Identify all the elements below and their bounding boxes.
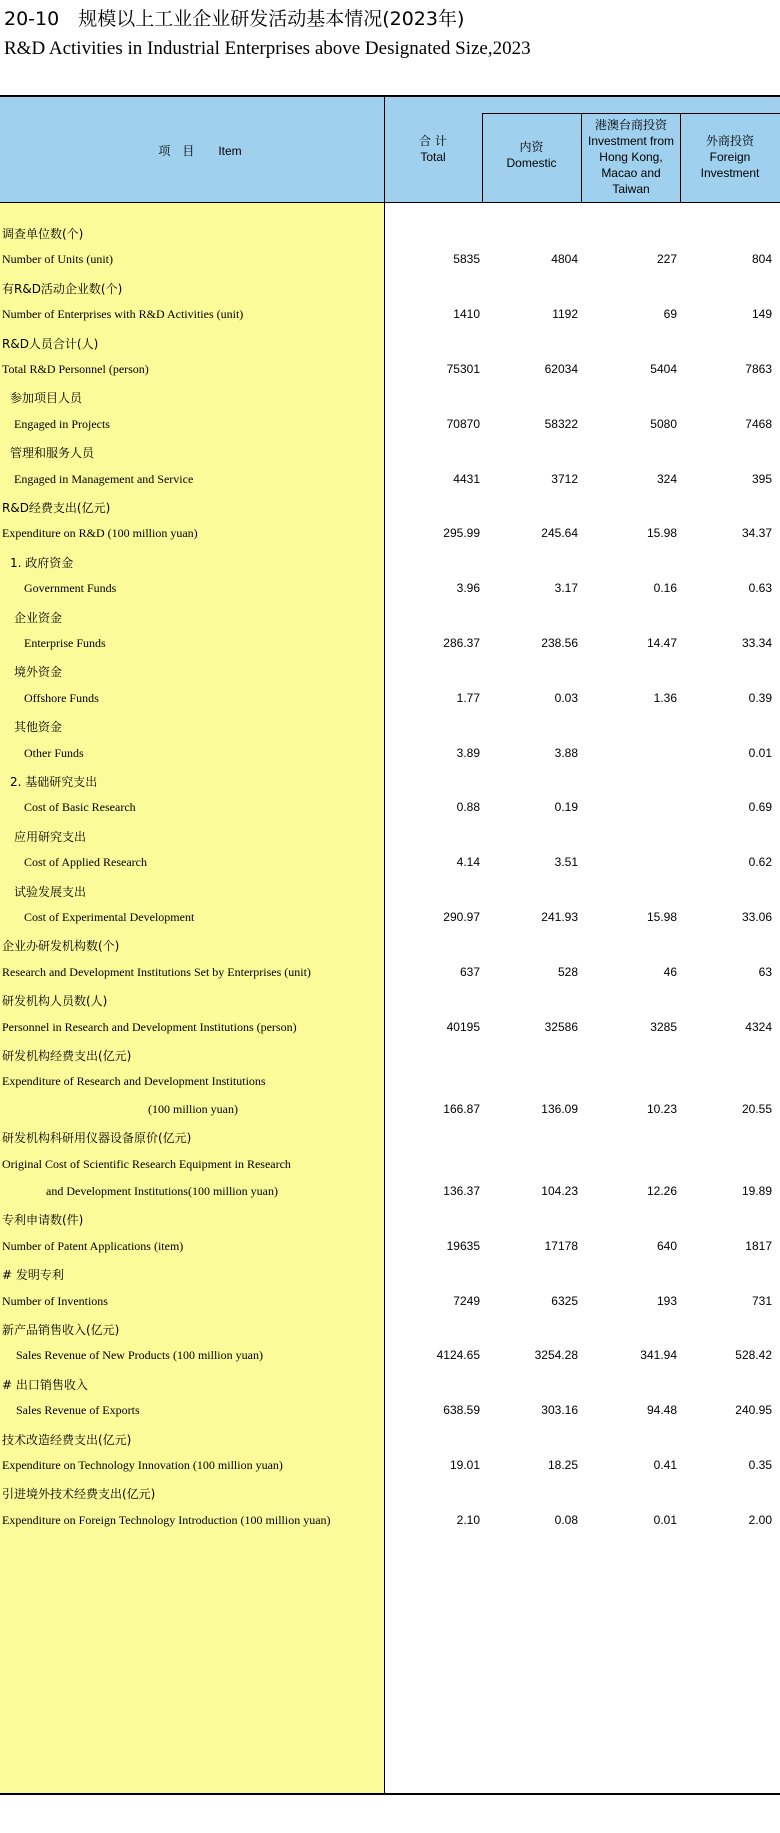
row-label-english: Number of Patent Applications (item): [2, 1238, 184, 1253]
row-value: 3.89: [456, 745, 480, 760]
row-label-english: Total R&D Personnel (person): [2, 362, 149, 376]
row-label-chinese: R&D人员合计(人): [2, 336, 99, 351]
row-value: 136.37: [443, 1184, 480, 1198]
row-label-chinese: 其他资金: [14, 720, 63, 735]
row-value: 1.36: [653, 690, 677, 705]
row-value: 804: [751, 252, 772, 267]
row-value: 7249: [453, 1293, 480, 1308]
row-value: 241.93: [541, 910, 578, 924]
row-value: 0.16: [653, 581, 677, 596]
row-value: 1192: [552, 307, 578, 322]
row-value: 0.01: [748, 745, 772, 760]
row-value: 12.26: [646, 1184, 677, 1198]
row-value: 136.09: [541, 1101, 578, 1116]
row-label-chinese: 研发机构人员数(人): [2, 994, 108, 1009]
row-value: 4.14: [456, 855, 480, 870]
row-label-english: Engaged in Projects: [14, 416, 110, 431]
row-value: 0.69: [748, 800, 772, 815]
row-value: 637: [459, 964, 480, 979]
row-label-english: Offshore Funds: [24, 690, 99, 705]
row-value: 166.87: [443, 1101, 480, 1116]
row-value: 640: [656, 1238, 677, 1253]
header-item: 项 目 Item: [158, 144, 242, 158]
row-value: 14.47: [646, 636, 677, 650]
row-label-chinese: R&D经费支出(亿元): [2, 501, 111, 515]
row-value: 0.19: [554, 800, 578, 815]
row-value: 17178: [544, 1238, 578, 1253]
row-value: 3.17: [554, 581, 578, 596]
row-label-english: Cost of Applied Research: [24, 855, 147, 870]
row-label-chinese: 调查单位数(个): [2, 227, 84, 241]
row-label-chinese: 1. 政府资金: [10, 555, 74, 570]
row-value: 4431: [453, 471, 480, 486]
table-title-chinese: 20-10 规模以上工业企业研发活动基本情况(2023年): [4, 8, 465, 30]
row-value: 1.77: [456, 690, 480, 705]
row-value: 34.37: [741, 526, 772, 541]
row-value: 40195: [446, 1019, 480, 1034]
row-value: 15.98: [646, 526, 677, 541]
row-value: 238.56: [541, 636, 578, 650]
row-value: 15.98: [646, 910, 677, 924]
header-hkmt: 港澳台商投资 Investment from Hong Kong, Macao and Taiwan: [587, 118, 675, 196]
row-value: 4324: [745, 1019, 772, 1034]
header-total: 合 计 Total: [419, 134, 447, 164]
row-value: 20.55: [741, 1101, 772, 1116]
row-label-english: Expenditure on R&D (100 million yuan): [2, 526, 198, 541]
row-value: 70870: [446, 416, 480, 431]
row-value: 227: [656, 252, 677, 267]
row-value: 0.08: [554, 1512, 578, 1527]
row-label-chinese: 专利申请数(件): [2, 1213, 84, 1228]
table-title-english: R&D Activities in Industrial Enterprises above Designated Size,2023: [4, 38, 531, 59]
row-value: 10.23: [646, 1101, 677, 1116]
row-value: 0.35: [748, 1458, 772, 1472]
row-value: 0.03: [554, 690, 578, 705]
row-value: 4804: [551, 252, 578, 267]
row-value: 33.34: [741, 636, 772, 650]
row-value: 58322: [544, 416, 578, 431]
row-value: 63: [758, 964, 772, 979]
row-label-chinese: 境外资金: [14, 665, 63, 680]
row-value: 33.06: [741, 910, 772, 924]
row-value: 19635: [446, 1238, 480, 1253]
row-label-english-continued: and Development Institutions(100 million yuan): [46, 1184, 278, 1198]
row-value: 290.97: [443, 910, 480, 924]
row-value: 19.89: [741, 1184, 772, 1198]
column-divider: [581, 113, 582, 203]
row-value: 395: [751, 471, 772, 486]
row-value: 0.41: [653, 1458, 677, 1472]
row-value: 5404: [650, 362, 677, 376]
row-value: 245.64: [541, 526, 578, 541]
row-label-english: Expenditure on Technology Innovation (100 million yuan): [2, 1458, 283, 1472]
row-value: 0.01: [653, 1512, 677, 1527]
header-foreign: 外商投资 Foreign Investment: [700, 134, 760, 180]
row-value: 1410: [453, 307, 480, 322]
row-label-chinese: 有R&D活动企业数(个): [2, 281, 123, 296]
row-value: 149: [751, 307, 772, 322]
row-value: 94.48: [646, 1403, 677, 1418]
row-label-english-continued: (100 million yuan): [148, 1101, 238, 1116]
row-value: 3712: [551, 471, 578, 486]
row-label-english: Number of Enterprises with R&D Activities (unit): [2, 307, 244, 322]
row-value: 2.10: [456, 1512, 480, 1527]
row-label-chinese: 企业办研发机构数(个): [2, 939, 120, 954]
row-value: 46: [663, 964, 677, 979]
row-value: 104.23: [541, 1184, 578, 1198]
row-value: 3.88: [554, 745, 578, 760]
row-label-english: Cost of Basic Research: [24, 800, 136, 815]
row-label-chinese: 研发机构经费支出(亿元): [2, 1049, 132, 1063]
row-value: 3254.28: [534, 1348, 578, 1363]
row-value: 295.99: [443, 526, 480, 541]
column-divider: [680, 113, 681, 203]
row-label-english: Government Funds: [24, 581, 117, 596]
row-label-english: Original Cost of Scientific Research Equipment in Research: [2, 1156, 291, 1171]
row-label-chinese: 参加项目人员: [10, 391, 83, 406]
row-value: 6325: [551, 1293, 578, 1308]
row-label-chinese: # 出口销售收入: [2, 1377, 88, 1392]
row-label-english: Number of Units (unit): [2, 252, 113, 267]
row-value: 2.00: [748, 1512, 772, 1527]
row-value: 324: [656, 471, 677, 486]
row-label-english: Number of Inventions: [2, 1293, 108, 1308]
row-value: 62034: [544, 362, 578, 376]
row-value: 240.95: [735, 1403, 772, 1418]
row-label-chinese: # 发明专利: [2, 1268, 64, 1283]
row-value: 19.01: [449, 1458, 480, 1472]
data-table: [0, 95, 780, 1795]
row-label-english: Personnel in Research and Development Institutions (person): [2, 1019, 297, 1034]
subheader-rule: [482, 113, 780, 114]
header-domestic: 内资 Domestic: [506, 140, 557, 170]
row-label-chinese: 新产品销售收入(亿元): [2, 1323, 120, 1337]
row-value: 341.94: [640, 1348, 677, 1363]
row-value: 528.42: [735, 1348, 772, 1363]
row-value: 75301: [446, 362, 480, 376]
row-value: 0.62: [748, 855, 772, 870]
row-label-english: Engaged in Management and Service: [14, 471, 194, 486]
row-label-chinese: 应用研究支出: [14, 829, 87, 844]
row-value: 0.88: [456, 800, 480, 815]
row-value: 1817: [745, 1238, 772, 1253]
row-value: 3.51: [554, 855, 578, 870]
row-value: 0.39: [748, 690, 772, 705]
column-divider: [384, 95, 385, 1795]
row-label-english: Enterprise Funds: [24, 636, 106, 650]
row-value: 7468: [745, 416, 772, 431]
row-value: 5080: [650, 416, 677, 431]
table-bottom-rule: [0, 1793, 780, 1795]
row-value: 5835: [453, 252, 480, 267]
row-value: 0.63: [748, 581, 772, 596]
row-label-english: Sales Revenue of Exports: [16, 1403, 140, 1418]
row-label-english: Research and Development Institutions Set by Enterprises (unit): [2, 964, 311, 979]
row-label-chinese: 2. 基础研究支出: [10, 775, 98, 789]
row-label-chinese: 试验发展支出: [14, 884, 87, 899]
row-value: 193: [656, 1293, 677, 1308]
row-value: 4124.65: [436, 1348, 480, 1363]
row-label-chinese: 技术改造经费支出(亿元): [2, 1432, 132, 1447]
row-value: 528: [557, 964, 578, 979]
row-label-english: Expenditure on Foreign Technology Introduction (100 million yuan): [2, 1512, 331, 1527]
row-label-chinese: 管理和服务人员: [10, 446, 95, 461]
row-value: 3.96: [456, 581, 480, 596]
row-label-chinese: 研发机构科研用仪器设备原价(亿元): [2, 1131, 192, 1146]
row-value: 638.59: [443, 1403, 480, 1418]
row-label-english: Sales Revenue of New Products (100 million yuan): [16, 1348, 263, 1363]
row-value: 32586: [544, 1019, 578, 1034]
row-label-chinese: 引进境外技术经费支出(亿元): [2, 1487, 156, 1502]
row-label-english: Other Funds: [24, 745, 84, 760]
row-label-chinese: 企业资金: [14, 610, 63, 625]
row-label-english: Expenditure of Research and Development Institutions: [2, 1074, 266, 1089]
row-value: 7863: [745, 362, 772, 376]
row-value: 69: [663, 307, 677, 322]
row-value: 286.37: [443, 636, 480, 650]
row-value: 731: [751, 1293, 772, 1308]
row-label-english: Cost of Experimental Development: [24, 910, 195, 924]
row-value: 303.16: [541, 1403, 578, 1418]
row-value: 3285: [650, 1019, 677, 1034]
row-value: 18.25: [547, 1458, 578, 1472]
